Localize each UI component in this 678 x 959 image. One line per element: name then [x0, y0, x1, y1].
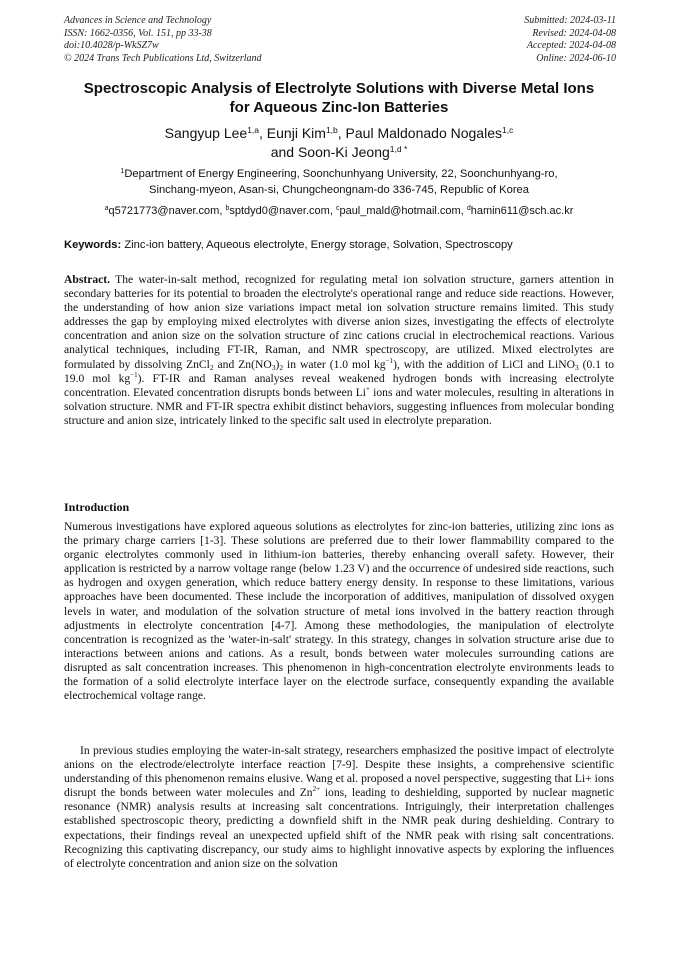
publication-dates [524, 15, 616, 65]
affiliation-text: Department of Energy Engineering, Soonchunhyang University, 22, Soonchunhyang-ro, [124, 168, 558, 180]
intro-paragraph: Numerous investigations have explored aqueous solutions as electrolytes for zinc-ion batteries, utilizing zinc ions as the primary charge carriers [1-3]. These solutions are preferred due to their lower flammability compared to the organic electrolytes commonly used in lithium-ion batteries, thereby enhancing overall safety. However, their application is restricted by a narrow voltage range (below 1.23 V) and the occurrence of undesired side reactions, such as hydrogen and oxygen generation, which reduce battery energy density. In response to these limitations, various approaches have been documented. These include the incorporation of additives, manipulation of dissolved oxygen levels in water, and modulation of the solvation structure of metal ions involved in the battery reaction through adjustments in electrolyte concentration [4-7]. Among these methodologies, the manipulation of electrolyte concentration is recognized as the 'water-in-salt' strategy. In this strategy, changes in solvation structure arise due to interactions between anions and cations. As a result, bonds between water molecules surrounding cations are disrupted as salt concentration increases. This phenomenon in high-concentration electrolyte environments leads to the formation of a solid electrolyte interface layer on the electrode surface, consequently expanding the available electrochemical voltage range. [64, 520, 614, 703]
author-affil-mark: 1,d * [389, 144, 408, 154]
abstract-text: ), with the addition of LiCl and LiNO [393, 357, 575, 371]
subscript: 2 [209, 362, 214, 372]
abstract [64, 273, 614, 428]
submitted-date: Submitted: 2024-03-11 [524, 15, 616, 26]
author-line [50, 143, 628, 162]
author-affil-mark: 1,c [502, 125, 514, 135]
abstract-text: (0.1 to 19.0 mol kg [64, 357, 614, 385]
accepted-date: Accepted: 2024-04-08 [526, 40, 616, 52]
revised-date: Revised: 2024-04-08 [532, 27, 616, 39]
keywords [64, 238, 614, 252]
keywords-text: Zinc-ion battery, Aqueous electrolyte, Energy storage, Solvation, Spectroscopy [124, 239, 513, 251]
intro-paragraph [64, 744, 614, 871]
email-link[interactable]: q5721773@naver.com [108, 205, 220, 217]
superscript: −1 [385, 356, 394, 365]
abstract-text: ). FT-IR and Raman analyses reveal weakened hydrogen bonds with increasing electrolyte concentration. Elevated concentration disrupts bonds between Li [64, 371, 615, 399]
superscript: 2+ [312, 785, 321, 794]
abstract-text: ) [275, 357, 280, 371]
title-line: for Aqueous Zinc-Ion Batteries [229, 99, 449, 116]
superscript: −1 [130, 370, 138, 379]
doi: doi:10.4028/p-WkSZ7w [64, 40, 159, 52]
superscript: + [366, 384, 370, 393]
author-affil-mark: 1,b [325, 125, 338, 135]
author-affil-mark: 1,a [247, 125, 260, 135]
author-name: Sangyup Lee [164, 125, 248, 141]
affiliation-line [60, 167, 618, 183]
author-name: Eunji Kim [266, 125, 326, 141]
affiliation-mark: 1 [120, 168, 125, 175]
abstract-text: and Zn(NO [213, 357, 272, 371]
keywords-label: Keywords: [64, 239, 122, 251]
email-mark: b [225, 205, 230, 212]
paper-title [50, 79, 628, 117]
subscript: 3 [271, 362, 276, 372]
subscript: 3 [574, 362, 579, 372]
email-link[interactable]: sptdyd0@naver.com [229, 205, 330, 217]
section-heading: Introduction [64, 500, 130, 514]
author-line: Sangyup Lee$^{1,a}$, Eunji Kim$^{1,b}$, Paul Maldonado Nogales$^{1,c}$ [164, 125, 514, 141]
title-line: Spectroscopic Analysis of Electrolyte Solutions with Diverse Metal Ions [83, 80, 595, 97]
email-link[interactable]: hamin611@sch.ac.kr [470, 205, 574, 217]
issn: ISSN: 1662-0356, Vol. 151, pp 33-38 [64, 27, 212, 39]
copyright: © 2024 Trans Tech Publications Ltd, Switzerland [64, 52, 262, 64]
abstract-label: Abstract. [64, 273, 111, 286]
email-mark: d [466, 205, 471, 212]
abstract-text: in water (1.0 mol kg [283, 357, 386, 371]
affiliation-line: Sinchang-myeon, Asan-si, Chungcheongnam-do 336-745, Republic of Korea [149, 183, 529, 196]
author-name: Paul Maldonado Nogales [345, 125, 502, 141]
email-link[interactable]: paul_mald@hotmail.com [339, 205, 461, 217]
subscript: 2 [279, 362, 284, 372]
author-list [50, 124, 628, 162]
online-date: Online: 2024-06-10 [536, 52, 616, 64]
intro-text: ions, leading to deshielding, supported by nuclear magnetic resonance (NMR) analysis results at increasing salt concentrations. Intriguingly, their interpretation challenges established spectroscopic theory, predicting a downfield shift in the NMR peak during deshielding. Contrary to expectations, their findings reveal an unexpected upfield shift of the NMR peak with rising salt concentrations. Recognizing this captivating discrepancy, our study aims to highlight innovative aspects by exploring the influences of electrolyte concentration and anion size on the solvation [64, 786, 614, 870]
author-name: Soon-Ki Jeong [297, 144, 390, 160]
email-mark: c [335, 205, 340, 212]
abstract-text: The water-in-salt method, recognized for regulating metal ion solvation structure, garners attention in secondary batteries for its potential to broaden the electrolyte's operational range and reduce side reactions. However, the understanding of how anion size variations impact metal ion solvation structure remains limited. This study addresses the gap by employing mixed electrolytes with diverse anion sizes, investigating the effects of electrolyte concentration and anion size on the solvation structure of zinc cations crucial in electrochemical reactions. Various analytical techniques, including FT-IR, Raman, and NMR spectroscopy, are utilized. Mixed electrolytes are formulated by dissolving ZnCl [64, 273, 614, 371]
email-mark: a [104, 205, 109, 212]
abstract-text: ions and water molecules, resulting in alterations in solvation structure. NMR and FT-IR spectra exhibit distinct behaviors, suggesting influences from molecular bonding structure and anion size, intricately linked to the specific salt used in electrolyte preparation. [64, 385, 614, 427]
journal-info [64, 15, 262, 65]
author-emails: $^a$q5721773@naver.com, $^b$sptdyd0@naver.com, $^c$paul_mald@hotmail.com, $^d$hamin611@sch.ac.kr [104, 205, 574, 217]
affiliation [60, 167, 618, 198]
intro-text: In previous studies employing the water-in-salt strategy, researchers emphasized the positive impact of electrolyte anions on the electrode/electrolyte interface reaction [7-9]. Despite these insights, a comprehensive scientific understanding of this phenomenon remains elusive. Wang et al. proposed a novel perspective, suggesting that Li+ ions disrupt the bonds between water molecules and Zn [64, 744, 614, 800]
journal-name: Advances in Science and Technology [64, 15, 212, 26]
author-conjunction: and [270, 144, 295, 160]
